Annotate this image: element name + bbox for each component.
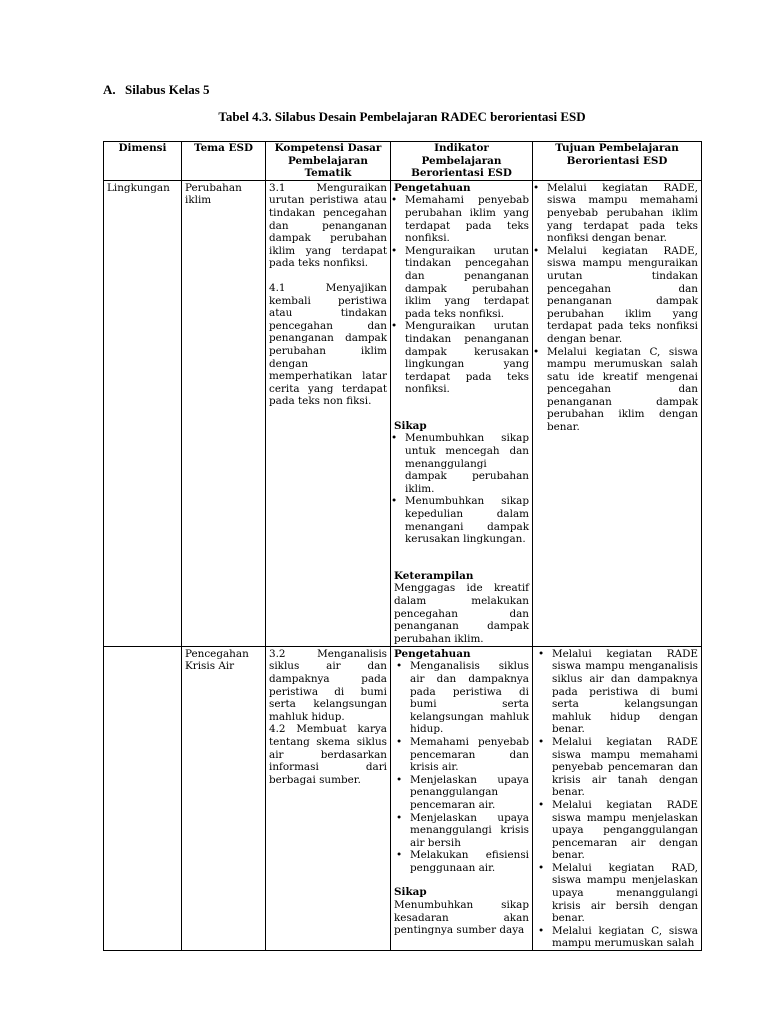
list-item: • Menumbuhkan sikap untuk mencegah dan menanggulangi dampak perubahan iklim. [394,432,529,495]
indikator-heading-pengetahuan: Pengetahuan [394,647,471,660]
column-header-tema: Tema ESD [182,142,266,181]
list-item: • Melalui kegiatan RAD, siswa mampu menjelaskan upaya menanggulangi krisis air bersih dengan benar. [536,862,698,925]
column-header-indikator: Indikator Pembelajaran Berorientasi ESD [391,142,533,181]
list-item: • Menguraikan urutan tindakan penanganan dampak kerusakan lingkungan yang terdapat pada teks nonfiksi. [394,320,529,396]
section-title: Silabus Kelas 5 [125,82,210,97]
indikator-heading-keterampilan: Keterampilan [394,569,474,582]
column-header-dimensi: Dimensi [104,142,182,181]
tujuan-list [536,182,698,434]
list-item: • Memahami penyebab pencemaran dan krisis air. [394,736,529,774]
cell-indikator [391,646,533,950]
section-letter: A. [103,82,116,97]
list-item: • Melalui kegiatan RADE siswa mampu memahami penyebab pencemaran dan krisis air tanah dengan benar. [536,736,698,799]
cell-dimensi [104,646,182,950]
list-item: • Melalui kegiatan RADE, siswa mampu menguraikan urutan tindakan pencegahan dan penanganan dampak perubahan iklim yang terdapat pada teks nonfiksi dengan benar. [536,245,698,346]
list-item: • Memahami penyebab perubahan iklim yang terdapat pada teks nonfiksi. [394,194,529,244]
cell-kompetensi [266,180,391,646]
cell-indikator [391,180,533,646]
table-header-row [104,142,702,181]
kd-item: 3.2 Menganalisis siklus air dan dampaknya pada peristiwa di bumi serta kelangsungan mahluk hidup. [269,647,387,723]
column-header-tujuan: Tujuan Pembelajaran Berorientasi ESD [533,142,702,181]
indikator-sikap-text: Menumbuhkan sikap kesadaran akan pentingnya sumber daya [394,899,529,937]
list-item: • Menguraikan urutan tindakan pencegahan dan penanganan dampak perubahan iklim yang terdapat pada teks nonfiksi. [394,245,529,321]
list-item: • Melalui kegiatan RADE siswa mampu menjelaskan upaya penganggulangan pencemaran air dengan benar. [536,799,698,862]
kd-item: 4.1 Menyajikan kembali peristiwa atau tindakan pencegahan dan penanganan dampak perubahan iklim dengan memperhatikan latar cerita yang terdapat pada teks non fiksi. [269,281,387,408]
list-item: • Melalui kegiatan RADE siswa mampu menganalisis siklus air dan dampaknya pada peristiwa di bumi serta kelangsungan mahluk hidup dengan benar. [536,648,698,736]
section-heading [103,82,210,98]
table-row [104,180,702,646]
cell-tujuan [533,180,702,646]
kd-item: 4.2 Membuat karya tentang skema siklus air berdasarkan informasi dari berbagai sumber. [269,723,387,786]
indikator-list-pengetahuan [394,660,529,874]
indikator-keterampilan-text: Menggagas ide kreatif dalam melakukan pencegahan dan penanganan dampak perubahan iklim. [394,582,529,645]
indikator-list-pengetahuan [394,194,529,396]
list-item: • Menumbuhkan sikap kepedulian dalam menangani dampak kerusakan lingkungan. [394,495,529,545]
table-caption: Tabel 4.3. Silabus Desain Pembelajaran RADEC berorientasi ESD [218,109,586,124]
column-header-kompetensi: Kompetensi Dasar Pembelajaran Tematik [266,142,391,181]
cell-tema: Pencegahan Krisis Air [182,646,266,950]
cell-tema: Perubahan iklim [182,180,266,646]
list-item: • Melalui kegiatan RADE, siswa mampu memahami penyebab perubahan iklim yang terdapat pada teks nonfiksi dengan benar. [536,182,698,245]
kd-item: 3.1 Menguraikan urutan peristiwa atau tindakan pencegahan dan penanganan dampak perubahan iklim yang terdapat pada teks nonfiksi. [269,181,387,270]
indikator-heading-sikap: Sikap [394,886,427,899]
list-item: • Melalui kegiatan C, siswa mampu merumuskan salah [536,925,698,950]
list-item: • Menjelaskan upaya menanggulangi krisis air bersih [394,812,529,850]
indikator-heading-sikap: Sikap [394,419,427,432]
indikator-heading-pengetahuan: Pengetahuan [394,181,471,194]
cell-dimensi: Lingkungan [104,180,182,646]
list-item: • Melalui kegiatan C, siswa mampu merumuskan salah satu ide kreatif mengenai pencegahan dan penanganan dampak perubahan iklim dengan benar. [536,346,698,434]
list-item: • Melakukan efisiensi penggunaan air. [394,849,529,874]
syllabus-table [103,141,702,951]
table-row [104,646,702,950]
indikator-list-sikap [394,432,529,545]
cell-kompetensi [266,646,391,950]
cell-tujuan [533,646,702,950]
tujuan-list [536,648,698,950]
list-item: • Menganalisis siklus air dan dampaknya pada peristiwa di bumi serta kelangsungan mahluk hidup. [394,660,529,736]
list-item: • Menjelaskan upaya penanggulangan pencemaran air. [394,774,529,812]
